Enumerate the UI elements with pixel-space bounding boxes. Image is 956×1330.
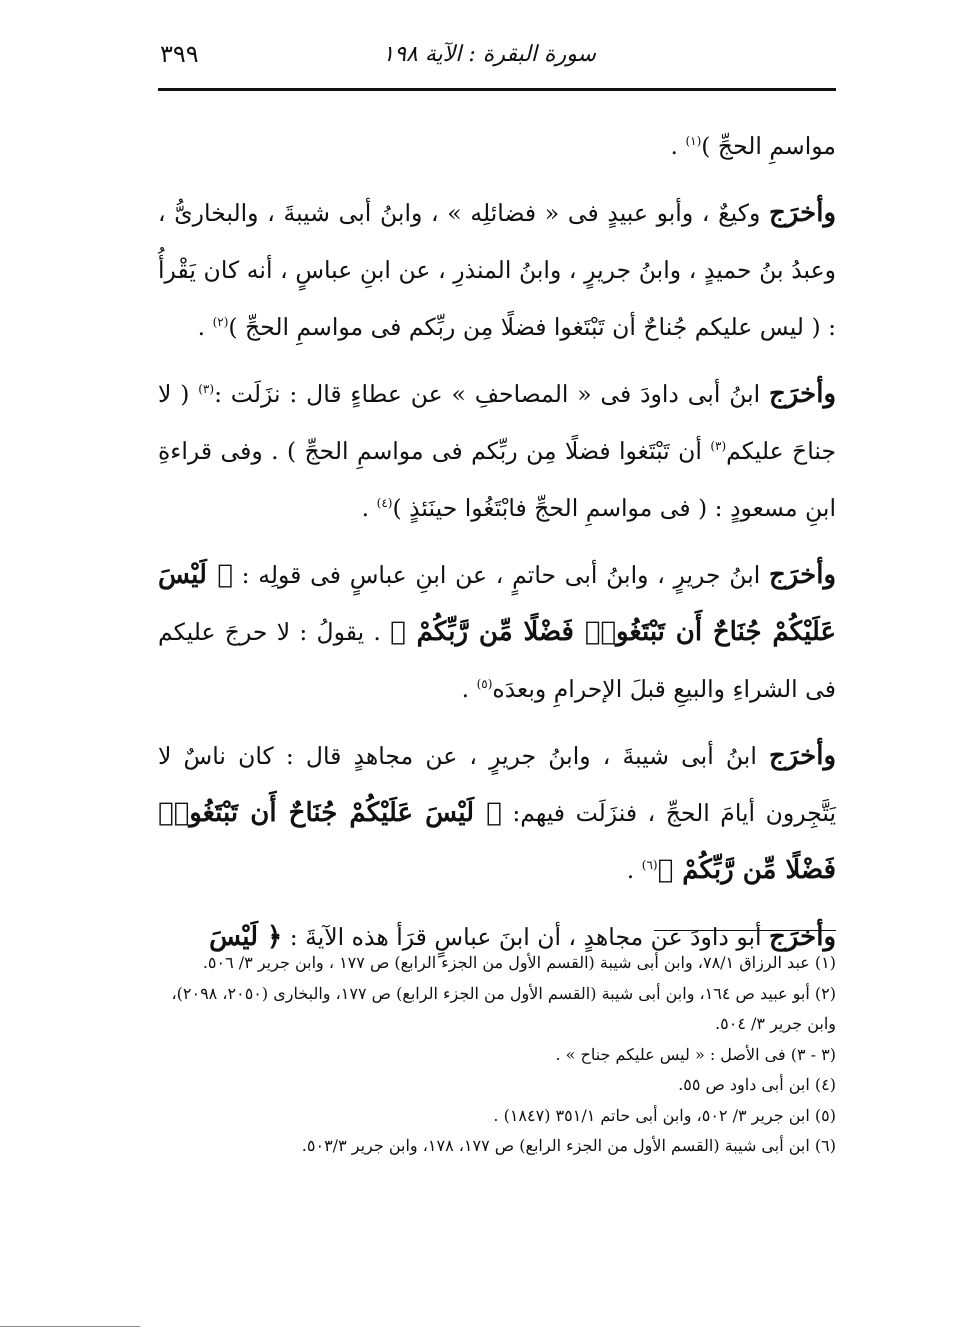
paragraph-4 — [158, 547, 836, 718]
running-header-title: سورة البقرة : الآية ١٩٨ — [382, 42, 596, 67]
footnote-ref: (٢) — [212, 315, 229, 330]
paragraph-3 — [158, 366, 836, 537]
paragraph-text: ( لا جناحَ عليكم — [158, 380, 837, 465]
footnotes — [158, 948, 836, 1162]
scan-edge-line — [0, 1326, 140, 1327]
footnote-ref: (٤) — [376, 496, 393, 511]
footnote-5: (٥) ابن جرير ٣/ ٥٠٢، وابن أبى حاتم ٣٥١/١ (١٨٤٧) . — [493, 1105, 836, 1125]
paragraph-text: . يقولُ : لا حرجَ عليكم فى الشراءِ والبيعِ قبلَ الإحرامِ وبعدَه — [158, 618, 836, 703]
paragraph-text: ابنُ أبى شيبةَ ، وابنُ جريرٍ ، عن مجاهدٍ قال : كان ناسٌ لا يَتَّجِرون أيامَ الحجِّ ، فنزَلَت فيهم: — [158, 742, 837, 827]
footnote-6: (٦) ابن أبى شيبة (القسم الأول من الجزء الرابع) ص ١٧٧، ١٧٨، وابن جرير ٥٠٣/٣. — [301, 1136, 836, 1155]
page-number: ٣٩٩ — [160, 40, 199, 68]
quran-quote: ﴿ لَيْسَ — [209, 922, 283, 952]
main-text — [158, 118, 836, 976]
footnote-2: (٢) أبو عبيد ص ١٦٤، وابن أبى شيبة (القسم الأول من الجزء الرابع) ص ١٧٧، والبخارى (٢٠٥٠، ٢٠٩٨)، وابن جرير ٣/ ٥٠٤. — [171, 983, 836, 1033]
footnote-ref: (٣) — [198, 382, 215, 397]
footnote-3: (٣ - ٣) فى الأصل : « ليس عليكم جناح » . — [555, 1044, 836, 1064]
paragraph-end: . — [626, 856, 642, 884]
paragraph-lead: وأخرَج — [769, 741, 836, 771]
paragraph-lead: وأخرَج — [769, 560, 836, 590]
paragraph-text: ابنُ أبى داودَ فى « المصاحفِ » عن عطاءٍ قال : نزَلَت : — [214, 380, 770, 408]
paragraph-end: . — [197, 313, 213, 341]
paragraph-text: أبو داودَ عن مجاهدٍ ، أن ابنَ عباسٍ قرَأ هذه الآيةَ : — [282, 923, 770, 951]
paragraph-lead: وأخرَج — [769, 379, 836, 409]
quran-quote: ﴿ لَيْسَ عَلَيْكُمْ جُنَاحٌ أَن تَبْتَغُوا۟ فَضْلًا مِّن رَّبِّكُمْ ﴾ — [158, 798, 836, 885]
paragraph-1 — [158, 118, 836, 175]
paragraph-lead: وأخرَج — [769, 198, 836, 228]
running-header — [158, 38, 836, 82]
paragraph-text: أن تَبْتَغوا فضلًا مِن ربِّكم فى مواسمِ الحجِّ ) . وفى قراءةِ ابنِ مسعودٍ : ( فى مواسمِ الحجِّ فابْتَغُوا حينَئذٍ ) — [158, 437, 836, 522]
paragraph-lead: وأخرَج — [769, 922, 836, 952]
paragraph-2 — [158, 185, 836, 356]
paragraph-end: . — [361, 494, 377, 522]
paragraph-end: . — [670, 132, 686, 160]
quran-quote: ﴿ لَيْسَ عَلَيْكُمْ جُنَاحٌ أَن تَبْتَغُوا۟ فَضْلًا مِّن رَّبِّكُمْ ﴾ — [158, 560, 836, 647]
footnote-separator — [654, 930, 836, 931]
footnote-ref: (٣) — [710, 439, 727, 454]
header-rule — [158, 88, 836, 91]
footnote-1: (١) عبد الرزاق ٧٨/١، وابن أبى شيبة (القسم الأول من الجزء الرابع) ص ١٧٧ ، وابن جرير ٣/ ٥٠٦. — [202, 953, 836, 972]
paragraph-end: . — [461, 675, 477, 703]
paragraph-text: مواسمِ الحجِّ ) — [701, 132, 836, 160]
paragraph-5 — [158, 728, 836, 899]
footnote-4: (٤) ابن أبى داود ص ٥٥. — [678, 1075, 836, 1094]
paragraph-text: وكيعٌ ، وأبو عبيدٍ فى « فضائلِه » ، وابنُ أبى شيبةَ ، والبخارىُّ ، وعبدُ بنُ حميدٍ ، وابنُ جريرٍ ، وابنُ المنذرِ ، عن ابنِ عباسٍ ، أنه كان يَقْرأُ : ( ليس عليكم جُناحٌ أن تَبْتَغوا فضلًا مِن ربِّكم فى مواسمِ الحجِّ ) — [158, 199, 836, 341]
footnote-ref: (٥) — [476, 677, 493, 692]
paragraph-text: ابنُ جريرٍ ، وابنُ أبى حاتمٍ ، عن ابنِ عباسٍ فى قولِه : — [232, 561, 770, 589]
footnote-ref: (١) — [685, 134, 702, 149]
footnote-ref: (٦) — [641, 858, 658, 873]
